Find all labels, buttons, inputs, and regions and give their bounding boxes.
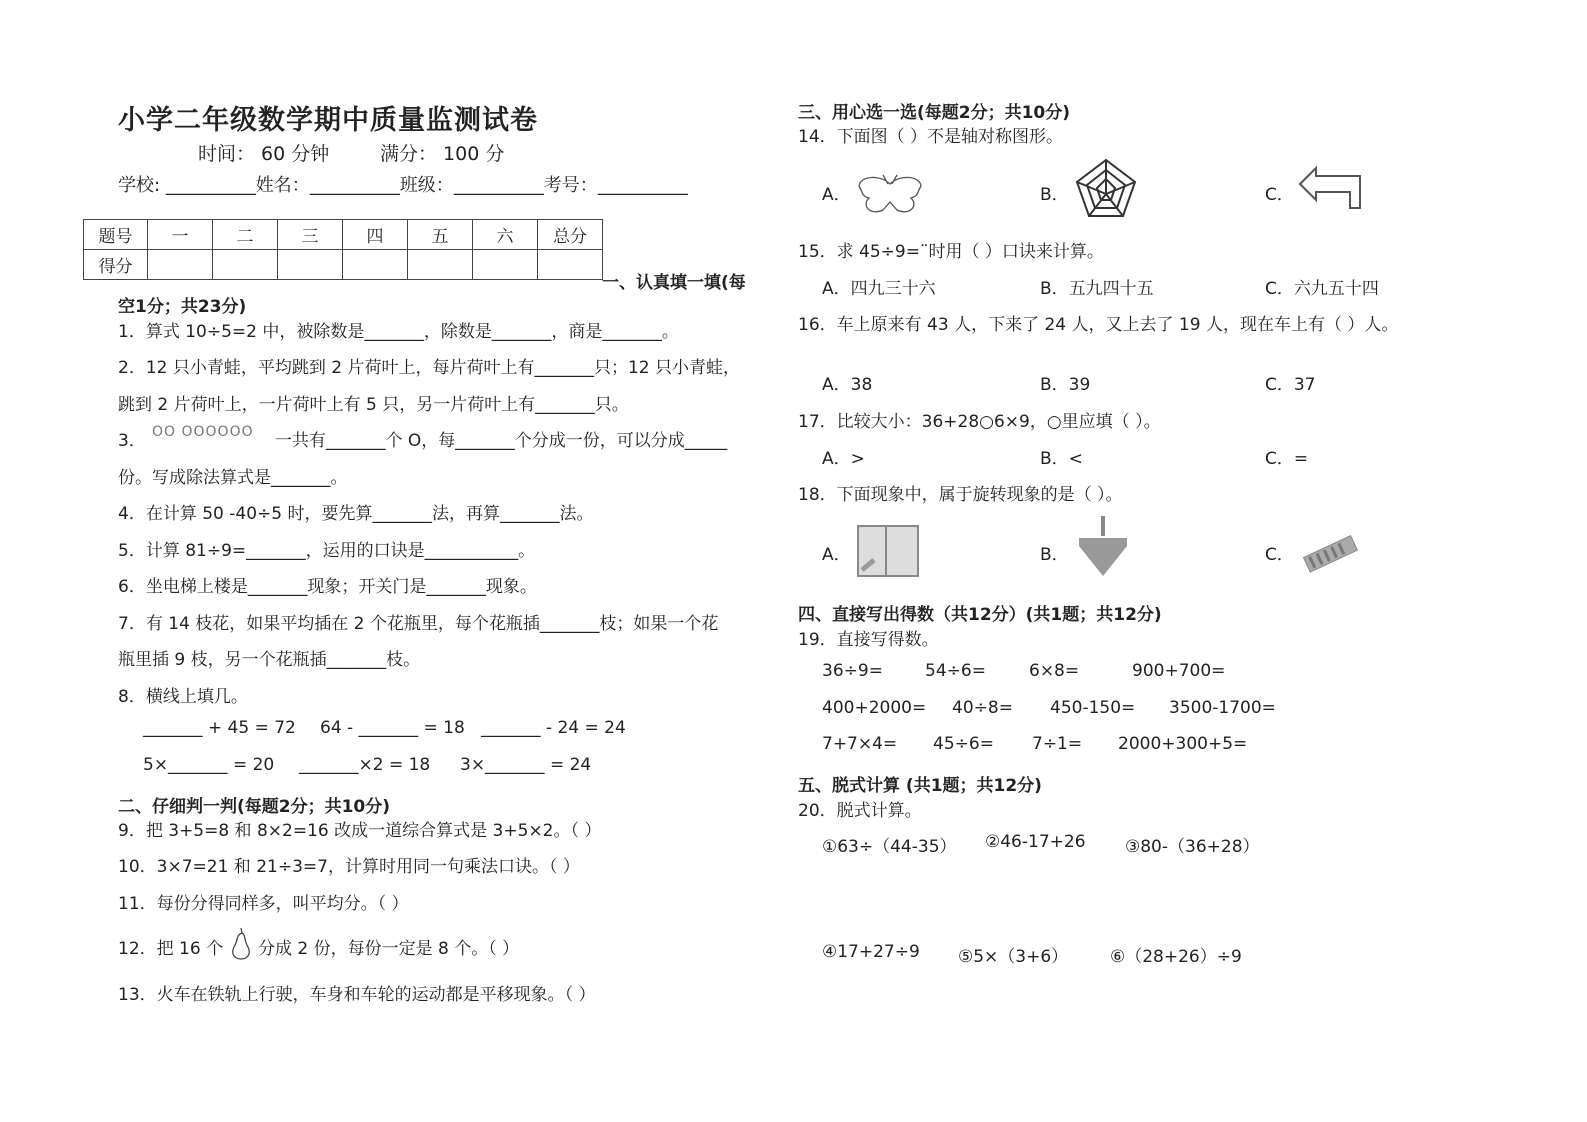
abacus-icon [1300, 530, 1360, 576]
circles-icon: OO OOOOOO [152, 424, 254, 440]
calc-item: 450-150= [1050, 698, 1136, 718]
calc-item: ③80-（36+28） [1125, 837, 1260, 857]
calc-item: 400+2000= [822, 698, 927, 718]
cell [343, 250, 408, 280]
cell [538, 250, 603, 280]
option-c: C．= [1265, 449, 1309, 469]
calc-item: 7÷1= [1032, 734, 1083, 754]
question-5: 5．计算 81÷9=_______，运用的口诀是___________。 [118, 541, 536, 561]
cell: 一 [148, 220, 213, 250]
calc-item: 36÷9= [822, 661, 883, 681]
cell: 五 [408, 220, 473, 250]
question-13: 13．火车在铁轨上行驶，车身和车轮的运动都是平移现象。（ ） [118, 985, 596, 1005]
option-a: A．> [822, 449, 865, 469]
option-b: B．五九四十五 [1040, 279, 1154, 299]
section1-heading-cont: 空1分；共23分) [118, 297, 247, 317]
option-a: A．四九三十六 [822, 279, 936, 299]
question-19: 19．直接写得数。 [798, 630, 939, 650]
q8-item: 64 - _______ = 18 [320, 718, 465, 738]
question-2: 2．12 只小青蛙，平均跳到 2 片荷叶上，每片荷叶上有_______只；12 只小青蛙， [118, 358, 741, 378]
cell [408, 250, 473, 280]
question-3: 一共有_______个 O，每_______个分成一份，可以分成_____ [275, 431, 728, 451]
q8-item: _______ - 24 = 24 [481, 718, 626, 738]
butterfly-icon [855, 172, 925, 218]
section5-heading: 五、脱式计算 (共1题；共12分) [798, 776, 1042, 796]
question-9: 9．把 3+5=8 和 8×2=16 改成一道综合算式是 3+5×2。（ ） [118, 821, 602, 841]
calc-item: ⑥（28+26）÷9 [1110, 947, 1242, 967]
question-15: 15．求 45÷9=¨时用（ ）口诀来计算。 [798, 242, 1104, 262]
question-8: 8．横线上填几。 [118, 687, 248, 707]
question-20: 20．脱式计算。 [798, 801, 922, 821]
question-3-number: 3． [118, 431, 146, 451]
question-10: 10．3×7=21 和 21÷3=7，计算时用同一句乘法口诀。（ ） [118, 857, 580, 877]
calc-item: 3500-1700= [1169, 698, 1276, 718]
question-18: 18．下面现象中，属于旋转现象的是（ ）。 [798, 485, 1123, 505]
calc-item: ①63÷（44-35） [822, 837, 957, 857]
cell: 总分 [538, 220, 603, 250]
score-table-score-row [84, 250, 603, 280]
calc-item: 2000+300+5= [1118, 734, 1248, 754]
question-12-cont: 分成 2 份，每份一定是 8 个。（ ） [258, 939, 520, 959]
cell [473, 250, 538, 280]
question-12: 12．把 16 个 [118, 939, 224, 959]
option-c: C． [1265, 545, 1294, 565]
score-table [83, 219, 603, 280]
section2-heading: 二、仔细判一判(每题2分；共10分) [118, 797, 391, 817]
cell [148, 250, 213, 280]
calc-item: ④17+27÷9 [822, 942, 920, 962]
calc-item: ⑤5×（3+6） [958, 947, 1069, 967]
option-a: A．38 [822, 375, 873, 395]
calc-item: ②46-17+26 [985, 832, 1086, 852]
question-14: 14．下面图（ ）不是轴对称图形。 [798, 127, 1064, 147]
question-11: 11．每份分得同样多，叫平均分。（ ） [118, 894, 409, 914]
spiderweb-icon [1075, 158, 1137, 218]
section1-heading: 一、认真填一填(每 [602, 273, 746, 293]
cell: 三 [278, 220, 343, 250]
calc-item: 900+700= [1132, 661, 1226, 681]
option-b: B．39 [1040, 375, 1091, 395]
calc-item: 40÷8= [952, 698, 1013, 718]
cell: 四 [343, 220, 408, 250]
pear-icon [228, 925, 254, 961]
calc-item: 54÷6= [925, 661, 986, 681]
student-info-line: 学校: __________姓名：__________班级：__________考号：__________ [118, 175, 688, 196]
exam-time: 时间： 60 分钟 [198, 143, 330, 165]
option-b: B． [1040, 545, 1069, 565]
window-icon [856, 524, 922, 578]
cell: 二 [213, 220, 278, 250]
q8-item: _______×2 = 18 [299, 755, 431, 775]
arrow-icon [1298, 166, 1366, 210]
question-17: 17．比较大小：36+28○6×9，○里应填（ ）。 [798, 412, 1161, 432]
option-c: C．37 [1265, 375, 1316, 395]
question-7: 7．有 14 枝花，如果平均插在 2 个花瓶里，每个花瓶插_______枝；如果一个花 [118, 614, 719, 634]
cell [278, 250, 343, 280]
cell [213, 250, 278, 280]
option-c: C． [1265, 185, 1294, 205]
section4-heading: 四、直接写出得数（共12分）(共1题；共12分) [798, 605, 1162, 625]
cell: 六 [473, 220, 538, 250]
question-3-cont: 份。写成除法算式是_______。 [118, 468, 348, 488]
option-a: A． [822, 545, 851, 565]
option-b: B． [1040, 185, 1069, 205]
score-table-header-row [84, 220, 603, 250]
option-c: C．六九五十四 [1265, 279, 1379, 299]
question-6: 6．坐电梯上楼是_______现象；开关门是_______现象。 [118, 577, 537, 597]
question-16: 16．车上原来有 43 人，下来了 24 人，又上去了 19 人，现在车上有（ ）人。 [798, 315, 1399, 335]
cell: 题号 [84, 220, 148, 250]
exam-full-score: 满分： 100 分 [380, 143, 505, 165]
q8-item: _______ + 45 = 72 [143, 718, 296, 738]
question-1: 1．算式 10÷5=2 中，被除数是_______，除数是_______，商是_______。 [118, 322, 679, 342]
question-7-cont: 瓶里插 9 枝，另一个花瓶插_______枝。 [118, 650, 421, 670]
q8-item: 5×_______ = 20 [143, 755, 275, 775]
spinning-top-icon [1075, 516, 1131, 578]
q8-item: 3×_______ = 24 [460, 755, 592, 775]
question-2-cont: 跳到 2 片荷叶上，一片荷叶上有 5 只，另一片荷叶上有_______只。 [118, 395, 629, 415]
section3-heading: 三、用心选一选(每题2分；共10分) [798, 103, 1071, 123]
question-4: 4．在计算 50 -40÷5 时，要先算_______法，再算_______法。 [118, 504, 594, 524]
cell: 得分 [84, 250, 148, 280]
calc-item: 7+7×4= [822, 734, 898, 754]
calc-item: 6×8= [1029, 661, 1080, 681]
option-b: B．< [1040, 449, 1083, 469]
option-a: A． [822, 185, 851, 205]
exam-title: 小学二年级数学期中质量监测试卷 [118, 105, 538, 136]
calc-item: 45÷6= [933, 734, 994, 754]
